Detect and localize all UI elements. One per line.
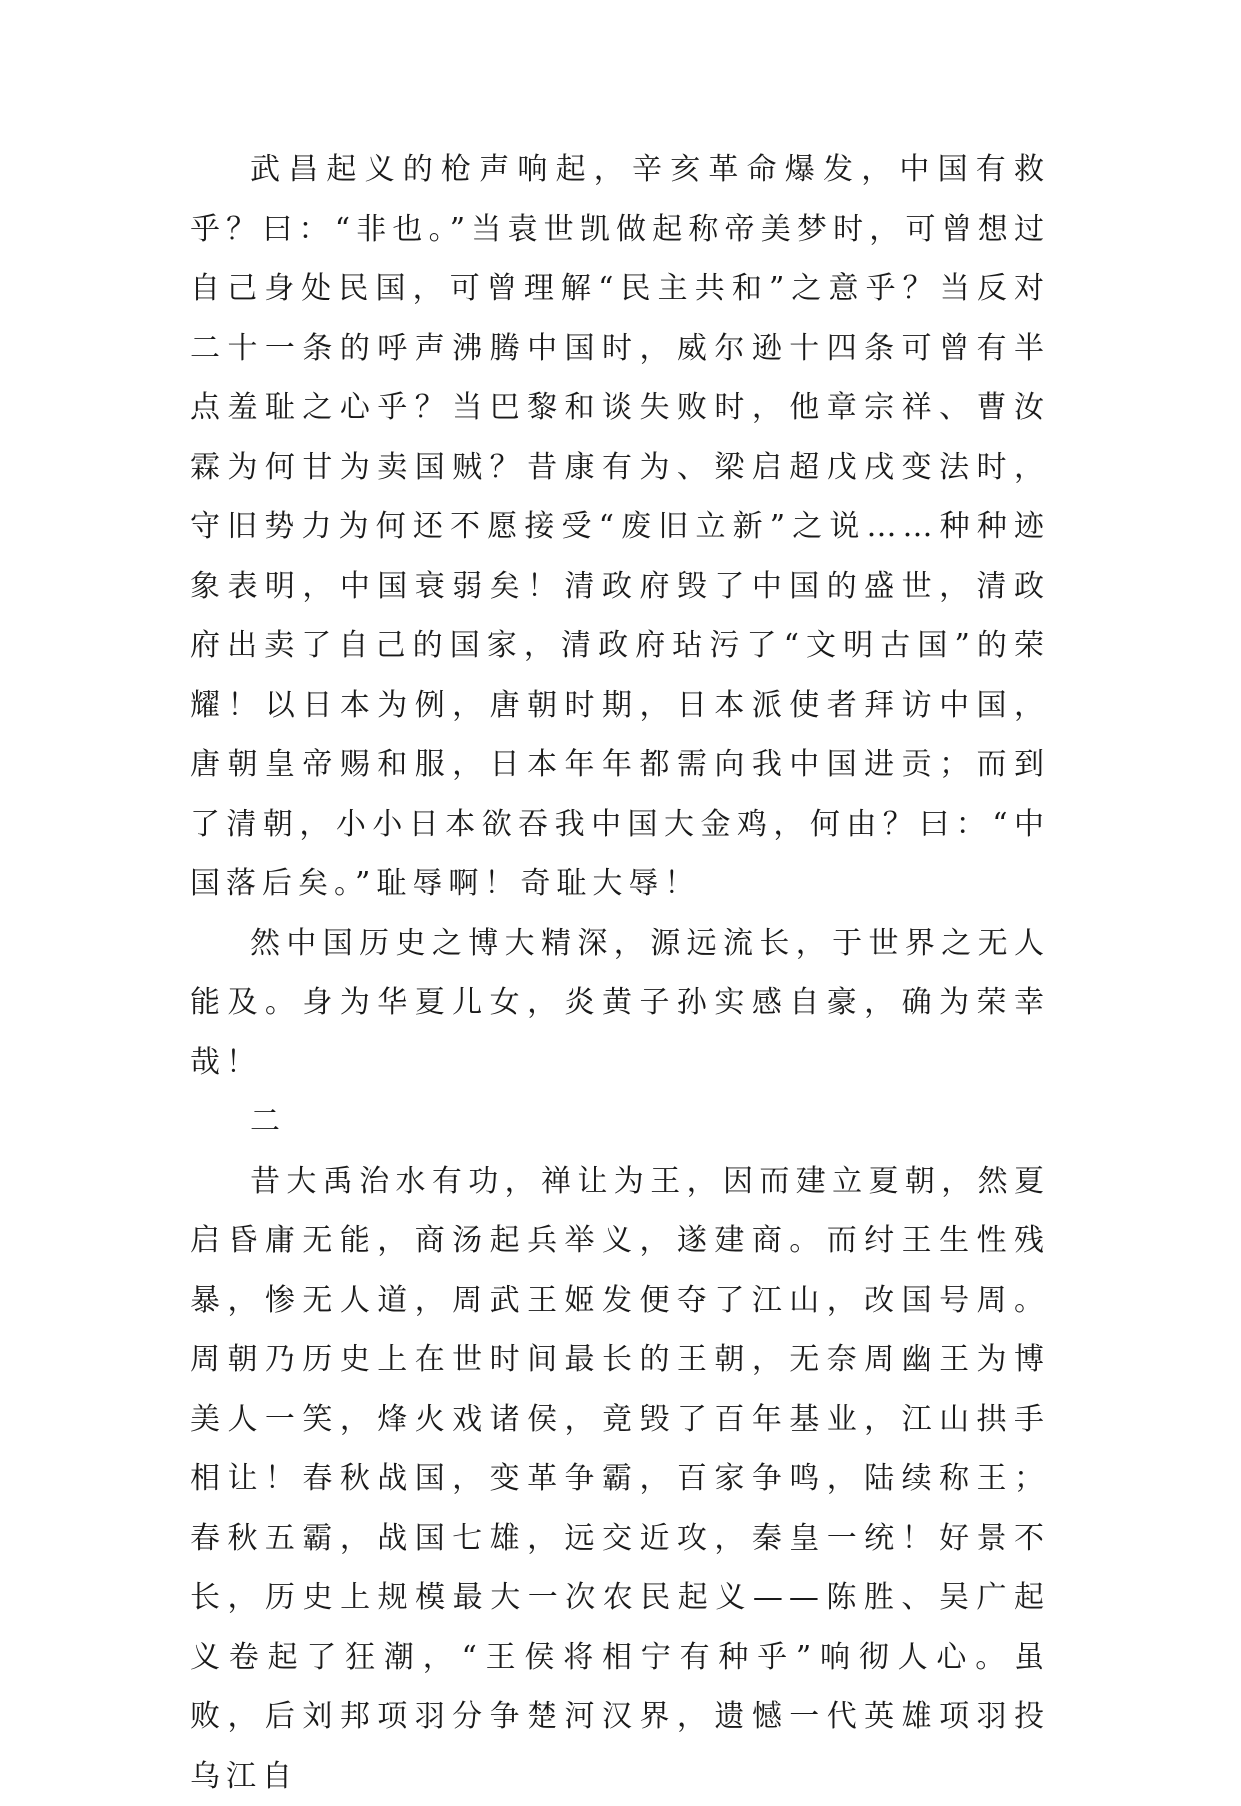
paragraph-3: 昔大禹治水有功，禅让为王，因而建立夏朝，然夏启昏庸无能，商汤起兵举义，遂建商。而纣王生性残暴，惨无人道，周武王姬发便夺了江山，改国号周。周朝乃历史上在世时间最长的王朝，无奈周幽王为博美人一笑，烽火戏诸侯，竟毁了百年基业，江山拱手相让！春秋战国，变革争霸，百家争鸣，陆续称王；春秋五霸，战国七雄，远交近攻，秦皇一统！好景不长，历史上规模最大一次农民起义——陈胜、吴广起义卷起了狂潮，“王侯将相宁有种乎”响彻人心。虽败，后刘邦项羽分争楚河汉界，遗憾一代英雄项羽投乌江自 (190, 1152, 1050, 1806)
section-heading: 二 (190, 1092, 1050, 1152)
paragraph-2: 然中国历史之博大精深，源远流长，于世界之无人能及。身为华夏儿女，炎黄子孙实感自豪，确为荣幸哉！ (190, 914, 1050, 1093)
paragraph-1: 武昌起义的枪声响起，辛亥革命爆发，中国有救乎？曰：“非也。”当袁世凯做起称帝美梦时，可曾想过自己身处民国，可曾理解“民主共和”之意乎？当反对二十一条的呼声沸腾中国时，威尔逊十四条可曾有半点羞耻之心乎？当巴黎和谈失败时，他章宗祥、曹汝霖为何甘为卖国贼？昔康有为、梁启超戊戌变法时，守旧势力为何还不愿接受“废旧立新”之说……种种迹象表明，中国衰弱矣！清政府毁了中国的盛世，清政府出卖了自己的国家，清政府玷污了“文明古国”的荣耀！以日本为例，唐朝时期，日本派使者拜访中国，唐朝皇帝赐和服，日本年年都需向我中国进贡；而到了清朝，小小日本欲吞我中国大金鸡，何由？曰：“中国落后矣。”耻辱啊！奇耻大辱！ (190, 140, 1050, 914)
document-page (190, 140, 1050, 1620)
